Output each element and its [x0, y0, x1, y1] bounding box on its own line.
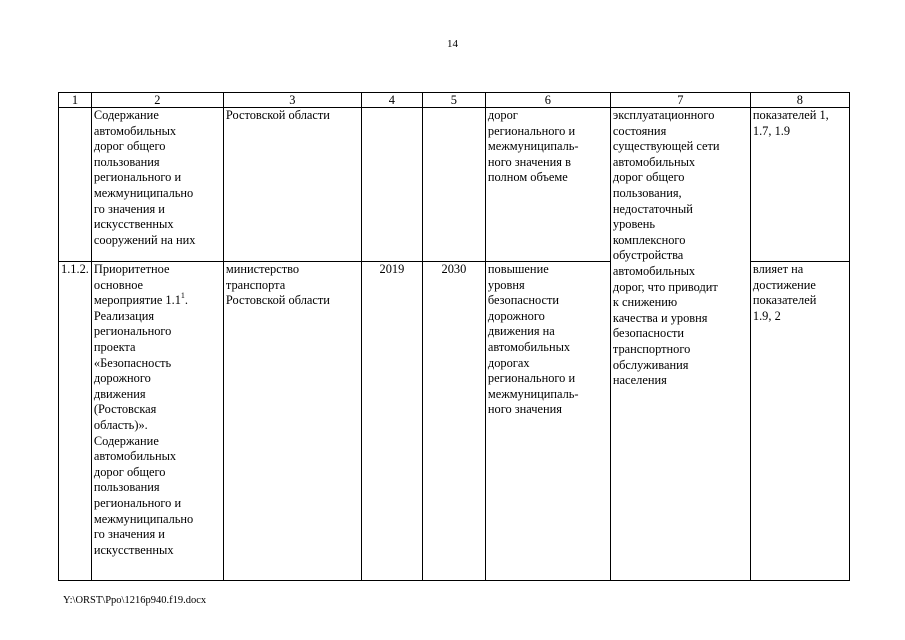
- cell-text-line: обустройства: [612, 248, 684, 263]
- cell-text-line: к снижению: [612, 295, 678, 310]
- cell-text-line: ного значения в: [487, 154, 571, 169]
- cell-text-line: Содержание: [93, 433, 159, 448]
- cell-text-line: влияет на: [752, 262, 804, 276]
- cell-text-line: автомобильных: [93, 449, 177, 464]
- cell-text-line: эксплуатационного: [612, 108, 715, 122]
- cell-text-line: область)».: [93, 417, 148, 432]
- page-number: 14: [447, 38, 458, 50]
- cell-text-line: дорог общего: [93, 464, 166, 479]
- header-cell-4: 4: [361, 93, 422, 108]
- header-cell-8: 8: [750, 93, 849, 108]
- cell-text-line: Ростовской области: [225, 108, 330, 122]
- row2-measure-line: основное: [93, 277, 144, 292]
- row2-measure-line: [94, 293, 221, 309]
- row1-number: [59, 108, 92, 262]
- cell-text-line: Содержание: [93, 108, 159, 122]
- footnote-mark: 1: [180, 291, 185, 301]
- cell-text-line: транспорта: [225, 277, 286, 292]
- header-cell-7: 7: [610, 93, 750, 108]
- cell-text-line: уровень: [612, 217, 656, 232]
- cell-text-line: транспортного: [612, 341, 691, 356]
- cell-text-line: повышение: [487, 262, 549, 276]
- row2-number: 1.1.2.: [59, 262, 92, 581]
- cell-text-line: межмуниципаль-: [487, 386, 579, 401]
- row2-expected-result: [485, 262, 610, 581]
- row2-measure-name: [91, 262, 223, 581]
- table-row-continued: [59, 108, 850, 262]
- cell-text-line: регионального и: [93, 495, 182, 510]
- header-cell-5: 5: [422, 93, 485, 108]
- cell-text-line: населения: [612, 373, 667, 388]
- cell-text-line: 1.9, 2: [752, 308, 781, 323]
- cell-text-line: дорог общего: [612, 170, 685, 185]
- cell-text-line: регионального и: [487, 123, 576, 138]
- cell-text-line: безопасности: [487, 293, 560, 308]
- cell-text-line: регионального и: [487, 371, 576, 386]
- cell-text-line: 1.7, 1.9: [752, 123, 791, 138]
- cell-text-line: уровня: [487, 277, 525, 292]
- cell-text-line: движения на: [487, 324, 555, 339]
- measure-code: мероприятие 1.1: [93, 293, 181, 308]
- cell-text-line: дорог, что приводит: [612, 279, 718, 294]
- cell-text-line: достижение: [752, 277, 816, 292]
- cell-text-line: существующей сети: [612, 139, 720, 154]
- cell-text-line: полном объеме: [487, 170, 568, 185]
- header-cell-3: 3: [223, 93, 361, 108]
- cell-text-line: пользования,: [612, 185, 682, 200]
- cell-text-line: дорог общего: [93, 139, 166, 154]
- row1-end-year: [422, 108, 485, 262]
- measure-code-tail: .: [184, 293, 189, 308]
- header-cell-6: 6: [485, 93, 610, 108]
- cell-text-line: пользования: [93, 480, 160, 495]
- cell-text-line: безопасности: [612, 326, 685, 341]
- row2-executor: [223, 262, 361, 581]
- cell-text-line: дорог: [487, 108, 518, 122]
- cell-text-line: движения: [93, 386, 146, 401]
- cell-text-line: качества и уровня: [612, 310, 708, 325]
- cell-text-line: го значения и: [93, 201, 165, 216]
- cell-text-line: Реализация: [93, 308, 155, 323]
- cell-text-line: проекта: [93, 339, 136, 354]
- cell-text-line: показателей 1,: [752, 108, 829, 122]
- row1-start-year: [361, 108, 422, 262]
- cell-text-line: автомобильных: [93, 123, 177, 138]
- cell-text-line: «Безопасность: [93, 355, 172, 370]
- header-cell-1: 1: [59, 93, 92, 108]
- consequences-cell: [610, 108, 750, 581]
- cell-text-line: межмуниципально: [93, 185, 194, 200]
- row2-measure-rest: [94, 309, 221, 559]
- cell-text-line: автомобильных: [612, 154, 696, 169]
- cell-text-line: регионального и: [93, 170, 182, 185]
- cell-text-line: межмуниципально: [93, 511, 194, 526]
- cell-text-line: (Ростовская: [93, 402, 157, 417]
- header-row: [59, 93, 850, 108]
- program-table: [58, 92, 850, 581]
- row1-indicators: [750, 108, 849, 262]
- cell-text-line: Ростовской области: [225, 293, 330, 308]
- cell-text-line: недостаточный: [612, 201, 693, 216]
- row1-expected-result: [485, 108, 610, 262]
- cell-text-line: регионального: [93, 324, 172, 339]
- cell-text-line: пользования: [93, 154, 160, 169]
- cell-text-line: дорожного: [93, 371, 151, 386]
- file-path-footer: Y:\ORST\Ppo\1216p940.f19.docx: [63, 595, 207, 606]
- cell-text-line: го значения и: [93, 527, 165, 542]
- row1-measure-name: [91, 108, 223, 262]
- cell-text-line: автомобильных: [612, 263, 696, 278]
- cell-text-line: комплексного: [612, 232, 686, 247]
- cell-text-line: ного значения: [487, 402, 563, 417]
- row1-executor: [223, 108, 361, 262]
- cell-text-line: обслуживания: [612, 357, 689, 372]
- cell-text-line: дорожного: [487, 308, 545, 323]
- cell-text-line: дорогах: [487, 355, 530, 370]
- cell-text-line: сооружений на них: [93, 232, 196, 247]
- row2-end-year: 2030: [422, 262, 485, 581]
- cell-text-line: министерство: [225, 262, 300, 276]
- cell-text-line: искусственных: [93, 217, 174, 232]
- cell-text-line: состояния: [612, 123, 667, 138]
- cell-text-line: межмуниципаль-: [487, 139, 579, 154]
- cell-text-line: искусственных: [93, 542, 174, 557]
- row2-indicators: [750, 262, 849, 581]
- header-cell-2: 2: [91, 93, 223, 108]
- cell-text-line: автомобильных: [487, 339, 571, 354]
- row2-start-year: 2019: [361, 262, 422, 581]
- cell-text-line: показателей: [752, 293, 817, 308]
- row2-measure-line: Приоритетное: [93, 262, 170, 276]
